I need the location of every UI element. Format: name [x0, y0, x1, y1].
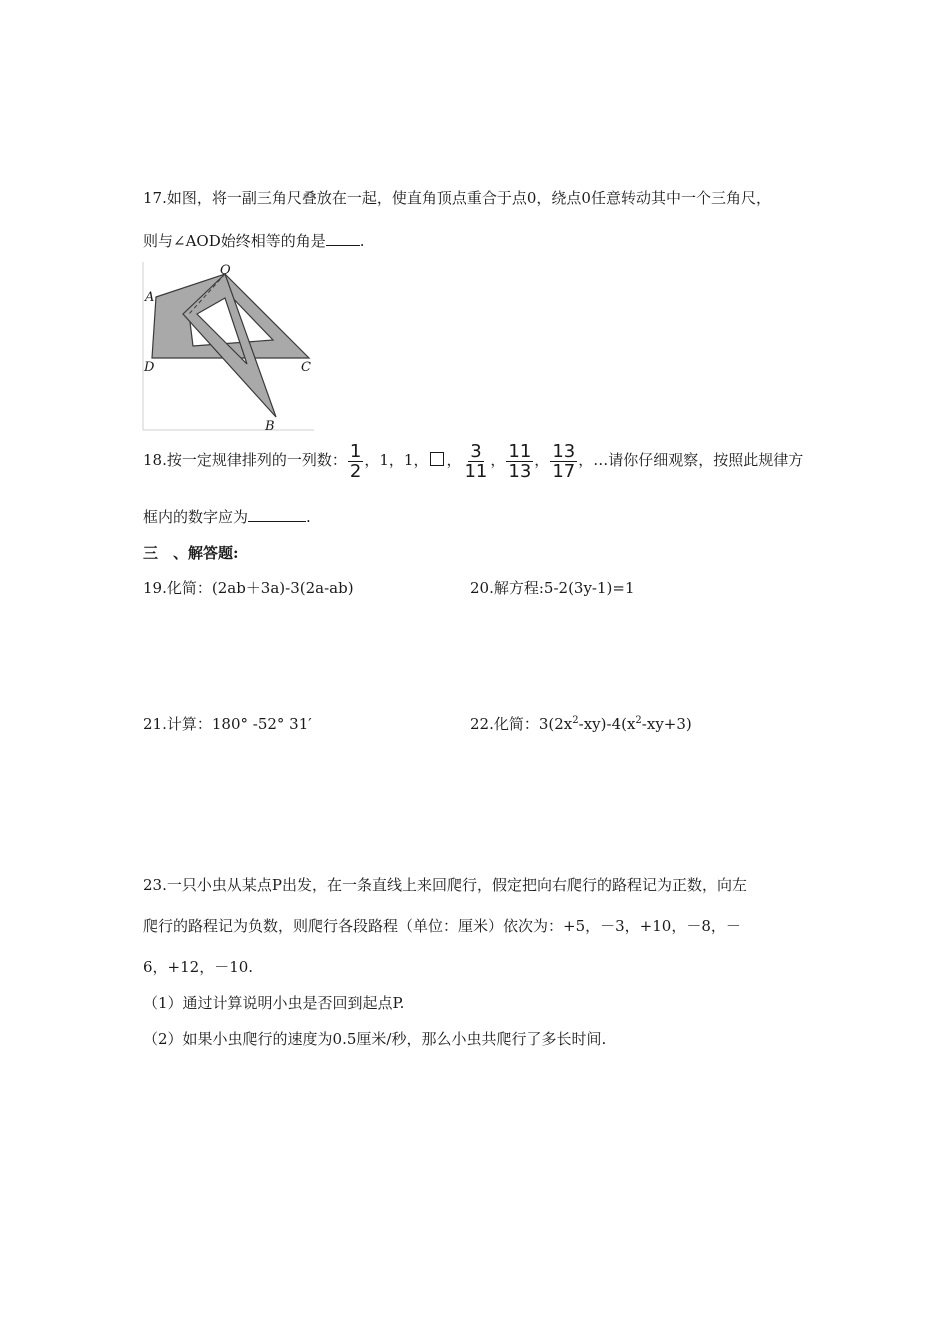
- label-C: C: [301, 360, 311, 375]
- comma: ，: [413, 451, 429, 469]
- label-A: A: [145, 290, 155, 305]
- q17-line2: [143, 231, 365, 251]
- fraction-1-2: [348, 442, 363, 481]
- q22-part3: -xy+3): [641, 715, 692, 733]
- fraction-numerator: 3: [470, 440, 482, 462]
- q22-part1: 22.化简：3(2x: [470, 715, 573, 733]
- q17-period: .: [359, 232, 365, 250]
- q18-text: 框内的数字应为: [143, 508, 249, 526]
- q22-part2: -xy)-4(x: [578, 715, 636, 733]
- section-title: 三 、解答题:: [143, 544, 239, 562]
- fraction-11-13: [506, 442, 533, 481]
- q22-exponent: 2: [635, 715, 642, 726]
- comma: ，: [388, 451, 404, 469]
- fraction-13-17: [550, 442, 577, 481]
- number-1: 1: [403, 451, 414, 469]
- fraction-numerator: 1: [349, 440, 362, 462]
- comma: ，: [534, 451, 550, 469]
- q17-text: 则与∠AOD始终相等的角是: [143, 232, 326, 250]
- q20-text: 20.解方程:5-2(3y-1)=1: [470, 579, 635, 597]
- q23-line2: 爬行的路程记为负数，则爬行各段路程（单位：厘米）依次为：+5，－3，+10，－8，－: [143, 917, 741, 935]
- fraction-denominator: 11: [464, 460, 488, 482]
- fraction-3-11: [462, 442, 489, 481]
- q21-text: 21.计算：180° -52° 31′: [143, 715, 312, 733]
- label-B: B: [265, 419, 275, 432]
- q23-sub1: （1）通过计算说明小虫是否回到起点P.: [143, 994, 405, 1012]
- q18-line1: [143, 439, 803, 481]
- number-1: 1: [379, 451, 389, 469]
- comma: ，: [364, 451, 380, 469]
- answer-blank-17: [326, 231, 360, 246]
- comma: ，: [446, 451, 462, 469]
- label-D: D: [144, 360, 155, 375]
- q17-line1: 17.如图，将一副三角尺叠放在一起，使直角顶点重合于点0，绕点0任意转动其中一个三角尺，: [143, 189, 771, 207]
- fraction-denominator: 2: [349, 460, 362, 482]
- fraction-denominator: 17: [552, 460, 576, 482]
- fraction-numerator: 11: [508, 440, 532, 462]
- q22-exponent: 2: [572, 715, 579, 726]
- label-O: O: [220, 263, 231, 278]
- q18-suffix: …请你仔细观察，按照此规律方: [593, 451, 804, 469]
- comma: ，: [578, 451, 594, 469]
- q22-text: [470, 714, 692, 734]
- comma: ，: [490, 451, 506, 469]
- q23-line1: 23.一只小虫从某点P出发，在一条直线上来回爬行，假定把向右爬行的路程记为正数，向左: [143, 876, 747, 894]
- fraction-numerator: 13: [552, 440, 576, 462]
- triangle-ruler-figure: [141, 262, 316, 432]
- q18-line2: [143, 507, 311, 527]
- q19-text: 19.化简：(2ab＋3a)-3(2a-ab): [143, 579, 354, 597]
- fraction-denominator: 13: [508, 460, 532, 482]
- q18-period: .: [306, 508, 311, 526]
- q18-prefix: 18.按一定规律排列的一列数：: [143, 451, 347, 469]
- empty-box-icon: [430, 452, 444, 466]
- q23-line3: 6，+12，－10.: [143, 958, 254, 976]
- answer-blank-18: [248, 507, 306, 522]
- q23-sub2: （2）如果小虫爬行的速度为0.5厘米/秒，那么小虫共爬行了多长时间.: [143, 1030, 607, 1048]
